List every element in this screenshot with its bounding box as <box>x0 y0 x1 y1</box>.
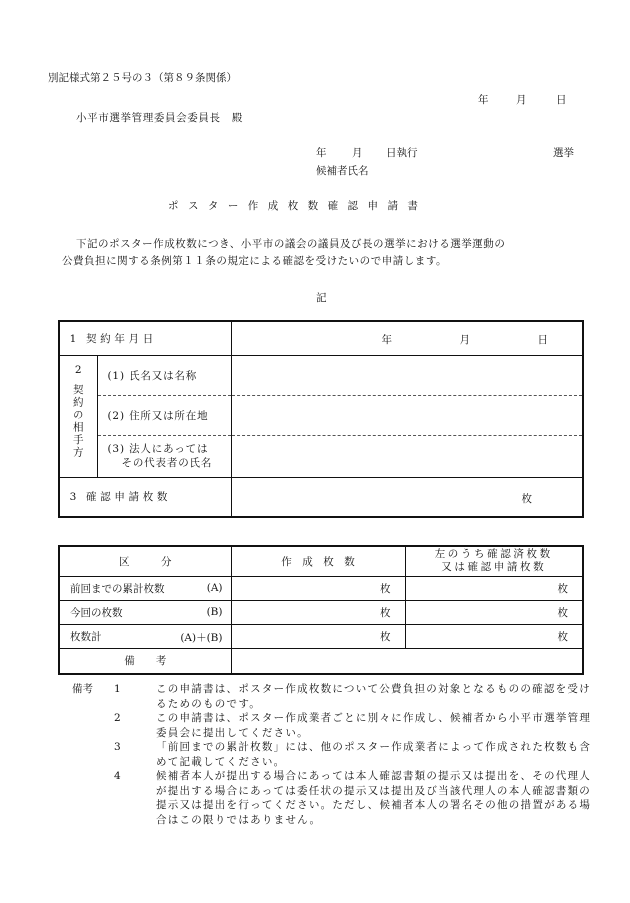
row-total-confirmed[interactable]: 枚 <box>405 624 583 648</box>
remarks-value[interactable] <box>231 648 583 674</box>
contract-party-label-cell <box>59 355 97 477</box>
remarks-label: 備 考 <box>59 648 231 674</box>
body-line-2: 公費負担に関する条例第１１条の規定による確認を受けたいので申請します。 <box>62 255 448 267</box>
election-label: 選挙 <box>553 147 574 159</box>
contract-date-label: 契約年月日 <box>86 332 157 345</box>
row-current-produced[interactable]: 枚 <box>231 600 405 624</box>
page-title: ポスター作成枚数確認申請書 <box>168 200 428 212</box>
date-year: 年 <box>478 94 489 106</box>
party-representative-value[interactable] <box>231 435 583 477</box>
party-name-value[interactable] <box>231 355 583 395</box>
notes-section <box>72 682 592 827</box>
election-year: 年 <box>316 147 327 159</box>
contract-party-label: 契約の相手方 <box>71 384 84 459</box>
ki-mark: 記 <box>316 292 327 304</box>
form-number: 別記様式第２５号の３（第８９条関係） <box>48 72 237 84</box>
party-address-value[interactable] <box>231 395 583 435</box>
row-total-produced[interactable]: 枚 <box>231 624 405 648</box>
request-count-label: 確認申請枚数 <box>86 491 172 504</box>
count-table <box>58 545 584 675</box>
election-month: 月 <box>352 147 363 159</box>
contract-date-label-cell: 1 契約年月日 <box>59 321 231 355</box>
body-line-1: 下記のポスター作成枚数につき、小平市の議会の議員及び長の選挙における選挙運動の <box>76 238 506 250</box>
col-category: 区 分 <box>59 546 231 576</box>
date-month: 月 <box>516 94 527 106</box>
request-count-label-cell: 3 確認申請枚数 <box>59 477 231 517</box>
party-representative-label: (3) 法人にあっては その代表者の氏名 <box>97 435 231 477</box>
party-name-label: (1) 氏名又は名称 <box>97 355 231 395</box>
election-day-exec: 日執行 <box>386 147 418 159</box>
row-total-label: 枚数計 (A)＋(B) <box>59 624 231 648</box>
row-current-confirmed[interactable]: 枚 <box>405 600 583 624</box>
contract-party-no: 2 <box>74 363 82 376</box>
request-count-value[interactable]: 枚 <box>231 477 583 517</box>
col-produced: 作 成 枚 数 <box>231 546 405 576</box>
addressee: 小平市選挙管理委員会委員長 殿 <box>76 112 243 124</box>
col-confirmed: 左のうち確認済枚数 又は確認申請枚数 <box>405 546 583 576</box>
row-current-label: 今回の枚数 (B) <box>59 600 231 624</box>
note-item: 2 この申請書は、ポスター作成業者ごとに別々に作成し、候補者から小平市選挙管理委員会に提出してください。 <box>114 712 592 739</box>
row-cumulative-produced[interactable]: 枚 <box>231 576 405 600</box>
note-item: 1 この申請書は、ポスター作成枚数について公費負担の対象となるものの確認を受けるためのものです。 <box>114 683 591 710</box>
party-address-label: (2) 住所又は所在地 <box>97 395 231 435</box>
note-item: 4 候補者本人が提出する場合にあっては本人確認書類の提示又は提出を、その代理人が提出する場合にあっては委任状の提示又は提出及び当該代理人の本人確認書類の提示又は提出を行ってください。ただし、候補者本人の署名その他の措置がある場合はこの限りではありません。 <box>114 770 592 826</box>
candidate-name-label: 候補者氏名 <box>316 165 369 177</box>
contract-table <box>58 320 584 518</box>
contract-date-value[interactable]: 年 月 日 <box>231 321 583 355</box>
note-item: 3 「前回までの累計枚数」には、他のポスター作成業者によって作成された枚数も含めて記載してください。 <box>114 741 592 768</box>
row-cumulative-label: 前回までの累計枚数 (A) <box>59 576 231 600</box>
row-cumulative-confirmed[interactable]: 枚 <box>405 576 583 600</box>
notes-label: 備考 <box>72 683 93 695</box>
date-day: 日 <box>556 94 567 106</box>
